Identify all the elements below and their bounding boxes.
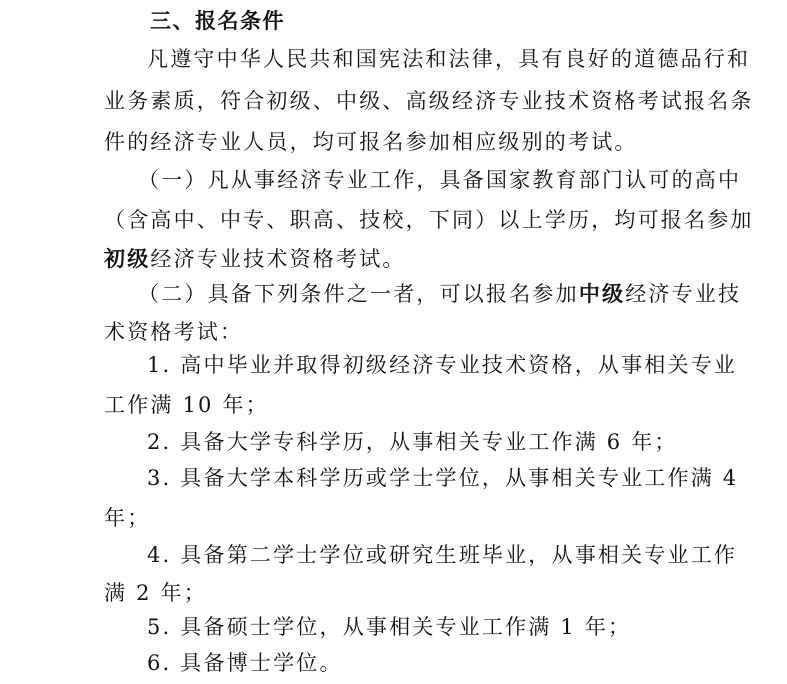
condition-4-line-2: 满 2 年；	[104, 581, 207, 605]
item1-line-3	[104, 244, 406, 274]
intro-line-3: 件的经济专业人员，均可报名参加相应级别的考试。	[104, 130, 638, 154]
condition-4-line-1: 4. 具备第二学士学位或研究生班毕业，从事相关专业工作	[147, 543, 738, 567]
condition-3-line-1: 3. 具备大学本科学历或学士学位，从事相关专业工作满 4	[147, 466, 739, 490]
item2-line-1	[138, 279, 741, 309]
condition-1-line-2: 工作满 10 年；	[104, 393, 269, 417]
condition-3-line-2: 年；	[104, 506, 151, 530]
item2-line-1-post: 经济专业技	[625, 282, 742, 306]
item1-line-1: （一）凡从事经济专业工作，具备国家教育部门认可的高中	[138, 168, 742, 192]
bold-level-junior: 初级	[104, 247, 151, 271]
condition-6: 6. 具备博士学位。	[147, 651, 343, 675]
item2-line-1-pre: （二）具备下列条件之一者，可以报名参加	[138, 282, 579, 306]
intro-line-2: 业务素质，符合初级、中级、高级经济专业技术资格考试报名条	[104, 89, 754, 113]
section-heading: 三、报名条件	[150, 9, 285, 33]
item1-line-3-rest: 经济专业技术资格考试。	[150, 247, 406, 271]
intro-line-1: 凡遵守中华人民共和国宪法和法律，具有良好的道德品行和	[147, 47, 751, 71]
bold-level-intermediate: 中级	[578, 282, 626, 306]
condition-5: 5. 具备硕士学位，从事相关专业工作满 1 年；	[147, 615, 632, 639]
condition-2: 2. 具备大学专科学历，从事相关专业工作满 6 年；	[147, 430, 678, 454]
item2-line-2: 术资格考试：	[104, 320, 244, 344]
condition-1-line-1: 1. 高中毕业并取得初级经济专业技术资格，从事相关专业	[147, 353, 738, 377]
item1-line-2: （含高中、中专、职高、技校，下同）以上学历，均可报名参加	[104, 208, 754, 232]
